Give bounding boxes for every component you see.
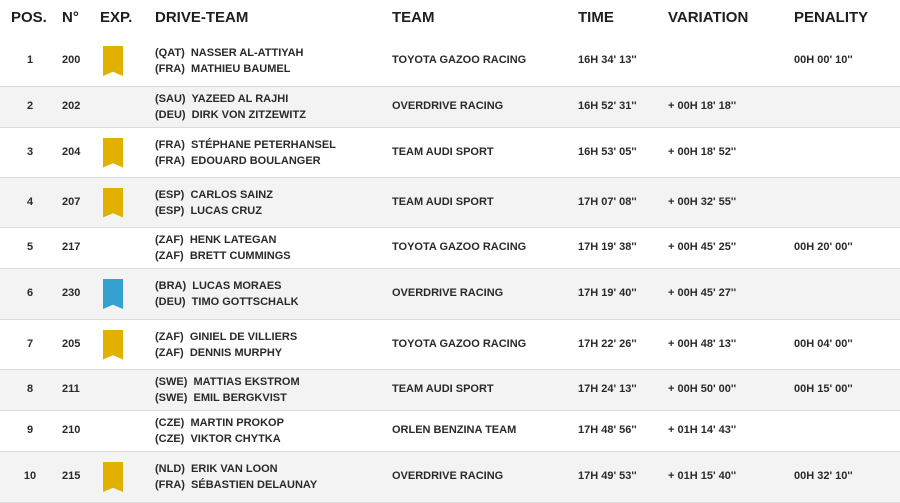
header-variation: VARIATION (668, 9, 749, 26)
variation-cell: + 00H 18' 52'' (668, 145, 737, 158)
car-number-cell: 207 (62, 195, 81, 208)
header-exp: EXP. (100, 9, 133, 26)
codriver-name: (ESP) LUCAS CRUZ (155, 204, 262, 217)
time-cell: 16H 53' 05'' (578, 145, 637, 158)
position-cell: 5 (26, 241, 34, 253)
team-cell: ORLEN BENZINA TEAM (392, 424, 517, 436)
codriver-name: (CZE) VIKTOR CHYTKA (155, 433, 281, 445)
team-cell: TEAM AUDI SPORT (392, 195, 494, 208)
time-cell: 17H 49' 53'' (578, 470, 637, 482)
drive-team-cell (155, 187, 273, 219)
codriver-name: (FRA) SÉBASTIEN DELAUNAY (155, 479, 318, 491)
codriver-name: (SWE) EMIL BERGKVIST (155, 392, 287, 404)
codriver-name: (FRA) EDOUARD BOULANGER (155, 154, 321, 167)
table-row (0, 370, 900, 411)
penalty-cell: 00H 04' 00'' (794, 337, 853, 350)
gold-flag-icon (103, 188, 123, 218)
gold-flag-icon (103, 462, 123, 492)
codriver-name: (FRA) MATHIEU BAUMEL (155, 63, 291, 75)
time-cell: 17H 22' 26'' (578, 337, 637, 350)
team-cell: TOYOTA GAZOO RACING (392, 241, 527, 253)
drive-team-cell (155, 415, 284, 447)
driver-name: (CZE) MARTIN PROKOP (155, 417, 284, 429)
car-number-cell: 215 (62, 470, 81, 482)
position-cell: 8 (26, 383, 34, 395)
team-cell: TEAM AUDI SPORT (392, 145, 494, 158)
table-row (0, 269, 900, 320)
header-time: TIME (578, 9, 614, 26)
header-pos: POS. (11, 9, 47, 26)
drive-team-cell (155, 329, 297, 361)
team-cell: OVERDRIVE RACING (392, 100, 504, 112)
time-cell: 16H 52' 31'' (578, 100, 637, 112)
drive-team-cell (155, 232, 291, 264)
table-row (0, 128, 900, 178)
codriver-name: (ZAF) BRETT CUMMINGS (155, 250, 291, 262)
header-num: N° (62, 9, 79, 26)
driver-name: (SWE) MATTIAS EKSTROM (155, 376, 300, 388)
drive-team-cell (155, 374, 300, 406)
table-header (0, 0, 900, 36)
gold-flag-icon (103, 138, 123, 168)
car-number-cell: 202 (62, 100, 81, 112)
drive-team-cell (155, 278, 299, 310)
position-cell: 4 (26, 195, 34, 208)
position-cell: 6 (26, 287, 34, 299)
car-number-cell: 230 (62, 287, 81, 299)
position-cell: 3 (26, 145, 34, 158)
time-cell: 17H 24' 13'' (578, 383, 637, 395)
time-cell: 17H 48' 56'' (578, 424, 637, 436)
drive-team-cell (155, 45, 304, 77)
penalty-cell: 00H 15' 00'' (794, 383, 853, 395)
team-cell: TOYOTA GAZOO RACING (392, 337, 527, 350)
codriver-name: (DEU) DIRK VON ZITZEWITZ (155, 109, 306, 121)
variation-cell: + 00H 45' 27'' (668, 287, 737, 299)
driver-name: (QAT) NASSER AL-ATTIYAH (155, 47, 304, 59)
team-cell: TEAM AUDI SPORT (392, 383, 494, 395)
variation-cell: + 01H 15' 40'' (668, 470, 737, 482)
position-cell: 7 (26, 337, 34, 350)
table-row (0, 87, 900, 128)
variation-cell: + 00H 50' 00'' (668, 383, 737, 395)
drive-team-cell (155, 91, 306, 123)
car-number-cell: 210 (62, 424, 81, 436)
position-cell: 1 (26, 54, 34, 66)
table-row (0, 320, 900, 370)
variation-cell: + 00H 48' 13'' (668, 337, 737, 350)
variation-cell: + 01H 14' 43'' (668, 424, 737, 436)
codriver-name: (ZAF) DENNIS MURPHY (155, 346, 283, 359)
header-drive-team: DRIVE-TEAM (155, 9, 249, 26)
position-cell: 9 (26, 424, 34, 436)
driver-name: (BRA) LUCAS MORAES (155, 280, 282, 292)
time-cell: 17H 07' 08'' (578, 195, 637, 208)
penalty-cell: 00H 00' 10'' (794, 54, 853, 66)
position-cell: 2 (26, 100, 34, 112)
position-cell: 10 (23, 470, 37, 482)
time-cell: 17H 19' 38'' (578, 241, 637, 253)
codriver-name: (DEU) TIMO GOTTSCHALK (155, 296, 299, 308)
table-row (0, 228, 900, 269)
driver-name: (SAU) YAZEED AL RAJHI (155, 93, 289, 105)
drive-team-cell (155, 137, 336, 169)
blue-flag-icon (103, 279, 123, 309)
driver-name: (NLD) ERIK VAN LOON (155, 463, 278, 475)
penalty-cell: 00H 20' 00'' (794, 241, 853, 253)
table-row (0, 452, 900, 503)
team-cell: TOYOTA GAZOO RACING (392, 54, 527, 66)
table-row (0, 36, 900, 87)
car-number-cell: 211 (62, 383, 80, 395)
car-number-cell: 217 (62, 241, 81, 253)
variation-cell: + 00H 32' 55'' (668, 195, 737, 208)
gold-flag-icon (103, 330, 123, 360)
table-row (0, 411, 900, 452)
gold-flag-icon (103, 46, 123, 76)
team-cell: OVERDRIVE RACING (392, 287, 504, 299)
table-row (0, 178, 900, 228)
variation-cell: + 00H 18' 18'' (668, 100, 737, 112)
driver-name: (FRA) STÉPHANE PETERHANSEL (155, 138, 336, 151)
time-cell: 17H 19' 40'' (578, 287, 637, 299)
driver-name: (ZAF) GINIEL DE VILLIERS (155, 330, 298, 343)
penalty-cell: 00H 32' 10'' (794, 470, 853, 482)
car-number-cell: 200 (62, 54, 81, 66)
variation-cell: + 00H 45' 25'' (668, 241, 737, 253)
car-number-cell: 205 (62, 337, 81, 350)
drive-team-cell (155, 461, 317, 493)
car-number-cell: 204 (62, 145, 81, 158)
header-penalty: PENALITY (794, 9, 869, 26)
driver-name: (ZAF) HENK LATEGAN (155, 234, 277, 246)
team-cell: OVERDRIVE RACING (392, 470, 504, 482)
time-cell: 16H 34' 13'' (578, 54, 637, 66)
header-team: TEAM (392, 9, 435, 26)
table-body (0, 36, 900, 503)
driver-name: (ESP) CARLOS SAINZ (155, 188, 273, 201)
